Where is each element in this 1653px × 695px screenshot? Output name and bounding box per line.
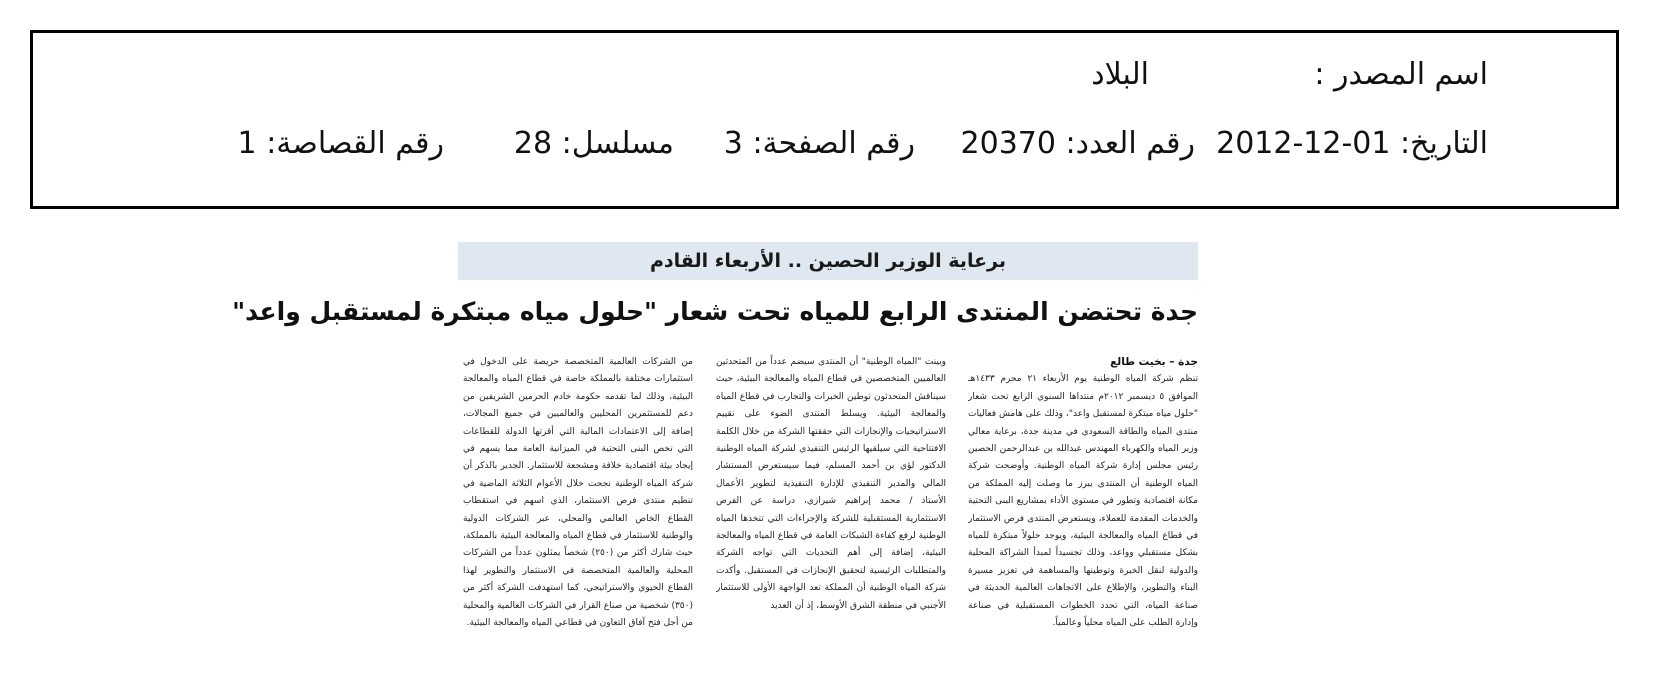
column-3-text: من الشركات العالمية المتخصصة حريصة على الدخول في استثمارات مختلفة بالمملكة خاصة في قطاع المياه والمعالجة البيئية، وذلك لما تقدمه حكومة خادم الحرمين الشريفين من دعم للمستثمرين المحليين والعالميين في جميع المجالات، إضافة إلى الاعتمادات المالية التي أقرتها الدولة للقطاعات التي تخص البنى التحتية في الميزانية العامة مما يسهم في إيجاد بيئة اقتصادية خلاقة ومشجعة للاستثمار. الجدير بالذكر أن شركة المياه الوطنية نجحت خلال الأعوام الثلاثة الماضية في تنظيم منتدى فرص الاستثمار، الذي اسهم في استقطاب القطاع الخاص العالمي والمحلي، عبر الشركات الدولية والوطنية للاستثمار في قطاع المياه والمعالجة البيئية بالمملكة، حيث شارك أكثر من (٢٥٠) شخصاً يمثلون عدداً من الشركات المحلية والعالمية المتخصصة في الاستثمار والتطوير لهذا القطاع الحيوي والاستراتيجي، كما استهدفت الشركة أكثر من (٣٥٠) شخصية من صناع القرار في الشركات العالمية والمحلية من أجل فتح آفاق التعاون في قطاعي المياه والمعالجة البيئية. [463,357,693,629]
source-value: البلاد [1091,57,1149,92]
article-column-1 [968,354,1198,674]
date-label: التاريخ: [1400,126,1488,161]
newspaper-clipping [232,242,1198,678]
clip-number-label: رقم القصاصة: [266,126,444,161]
clip-number-field [237,126,444,161]
issue-field [960,126,1195,161]
date-field [1216,126,1488,161]
source-value-line [1091,57,1149,92]
page-field [723,126,915,161]
article-column-2 [716,354,946,674]
source-label: اسم المصدر : [1314,57,1488,92]
serial-field [513,126,674,161]
article-byline: جدة – بخيت طالع [1110,356,1198,368]
article-column-3 [463,354,693,674]
column-2-text: وبينت "المياه الوطنية" أن المنتدى سيضم عدداً من المتحدثين العالميين المتخصصين في قطاع المياه والمعالجة البيئية، حيث سيناقش المتحدثون توطين الخبرات والتجارب في قطاع المياه والمعالجة البيئية. ويسلط المنتدى الضوء على تقييم الاستراتيجيات والإنجازات التي حققتها الشركة من خلال الكلمة الافتتاحية التي سيلقيها الرئيس التنفيذي لشركة المياه الوطنية الدكتور لؤي بن أحمد المسلم، فيما سيستعرض المستشار المالي والمدير التنفيذي للإدارة التنفيذية لتطوير الأعمال الأستاذ / محمد إبراهيم شيرازي، دراسة عن الفرص الاستثمارية المستقبلية للشركة والإجراءات التي تتخذها المياه الوطنية لرفع كفاءة الشبكات العامة في قطاع المياه والمعالجة البيئية، إضافة إلى أهم التحديات التي تواجه الشركة والمتطلبات الرئيسية لتحقيق الإنجازات في المستقبل. وأكدت شركة المياه الوطنية أن المملكة تعد الواجهة الأولى للاستثمار الأجنبي في منطقة الشرق الأوسط، إذ أن العديد [716,357,946,611]
serial-label: مسلسل: [561,126,674,161]
source-line [1314,57,1488,92]
serial-value: 28 [513,126,553,161]
page-value: 3 [723,126,743,161]
article-kicker: برعاية الوزير الحصين .. الأربعاء القادم [458,242,1198,280]
article-headline: جدة تحتضن المنتدى الرابع للمياه تحت شعار "حلول مياه مبتكرة لمستقبل واعد" [232,297,1198,326]
issue-label: رقم العدد: [1065,126,1195,161]
page-label: رقم الصفحة: [752,126,915,161]
issue-value: 20370 [960,126,1056,161]
clip-number-value: 1 [237,126,257,161]
date-value: 2012-12-01 [1216,126,1391,161]
clipping-info-box [30,30,1619,209]
column-1-text: تنظم شركة المياه الوطنية يوم الأربعاء ٢١ محرم ١٤٣٣هـ الموافق ٥ ديسمبر ٢٠١٢م منتداها السنوي الرابع تحت شعار "حلول مياه مبتكرة لمستقبل واعد"، وذلك على هامش فعاليات منتدى المياه والطاقة السعودي في مدينة جدة، برعاية معالي وزير المياه والكهرباء المهندس عبدالله بن عبدالرحمن الحصين رئيس مجلس إدارة شركة المياه الوطنية. وأوضحت شركة المياه الوطنية أن المنتدى يبرز ما وصلت إليه المملكة من مكانة اقتصادية وتطور في مستوى الأداء بمشاريع البنى التحتية والخدمات المقدمة للعملاء، ويستعرض المنتدى فرص الاستثمار في قطاع المياه والمعالجة البيئية، ويوجد حلولاً مبتكرة للمياه بشكل مستقبلي وواعد، وذلك تجسيداً لمبدأ الشراكة المحلية والدولية لنقل الخبرة وتوطينها والمساهمة في تعزيز مسيرة البناء والتطوير، والإطلاع على الاتجاهات العالمية الحديثة في صناعة المياه، التي تحدد الخطوات المستقبلية في صناعة وإدارة الطلب على المياه محلياً وعالمياً. [968,374,1198,629]
